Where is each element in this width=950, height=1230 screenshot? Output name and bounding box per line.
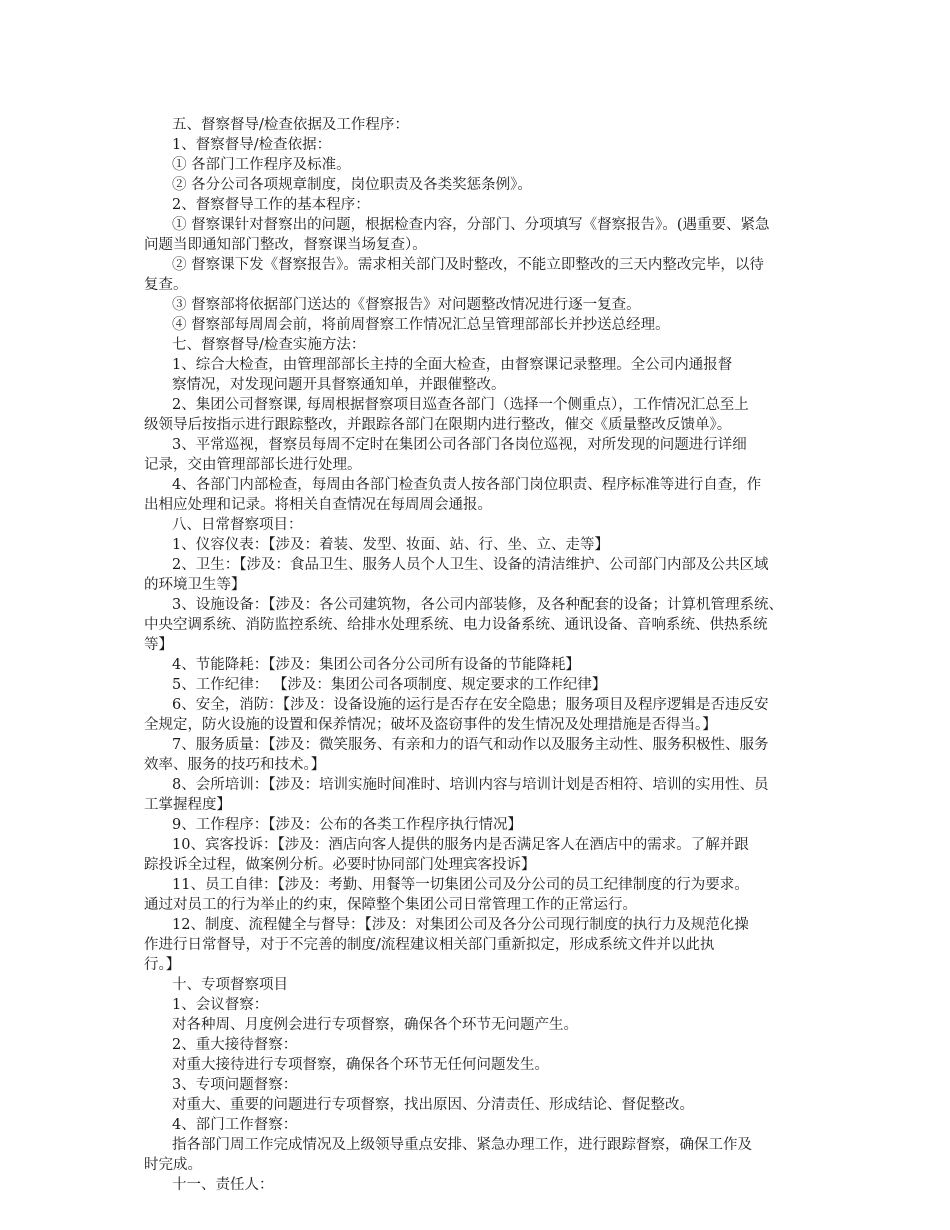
- heading-section-10: 十、专项督察项目: [172, 977, 288, 993]
- heading-section-11: 十一、责任人：: [172, 1177, 274, 1193]
- subheading-basis: 1、督察督导/检查依据：: [172, 137, 332, 153]
- paragraph-line: 行。】: [144, 957, 181, 973]
- paragraph-line: 9、工作程序：【涉及：公布的各类工作程序执行情况】: [172, 817, 522, 833]
- paragraph-line: 4、节能降耗：【涉及：集团公司各分公司所有设备的节能降耗】: [172, 657, 580, 673]
- paragraph-line: 复查。: [144, 277, 188, 293]
- subheading-reception: 2、重大接待督察：: [172, 1037, 298, 1053]
- paragraph-line: 6、安全，消防：【涉及：设备设施的运行是否存在安全隐患；服务项目及程序逻辑是否违反安: [172, 697, 769, 713]
- paragraph-line: ④ 督察部每周周会前，将前周督察工作情况汇总呈管理部部长并抄送总经理。: [172, 317, 670, 333]
- paragraph-line: 通过对员工的行为举止的约束，保障整个集团公司日常管理工作的正常运行。: [144, 897, 637, 913]
- paragraph-line: 对重大、重要的问题进行专项督察，找出原因、分清责任、形成结论、督促整改。: [172, 1097, 694, 1113]
- paragraph-line: 的环境卫生等】: [144, 577, 246, 593]
- paragraph-line: 1、综合大检查，由管理部部长主持的全面大检查，由督察课记录整理。全公司内通报督: [172, 357, 733, 373]
- subheading-department: 4、部门工作督察：: [172, 1117, 298, 1133]
- heading-section-5: 五、督察督导/检查依据及工作程序：: [172, 117, 409, 133]
- paragraph-line: 8、会所培训：【涉及：培训实施时间准时、培训内容与培训计划是否相符、培训的实用性、员: [172, 777, 769, 793]
- paragraph-line: 踪投诉全过程，做案例分析。必要时协同部门处理宾客投诉】: [144, 857, 536, 873]
- paragraph-line: 1、仪容仪表：【涉及：着装、发型、妆面、站、行、坐、立、走等】: [172, 537, 609, 553]
- paragraph-line: 3、设施设备：【涉及：各公司建筑物，各公司内部装修，及各种配套的设备；计算机管理系统、: [172, 597, 783, 613]
- paragraph-line: ① 各部门工作程序及标准。: [172, 157, 351, 173]
- paragraph-line: 记录，交由管理部部长进行处理。: [144, 457, 362, 473]
- paragraph-line: 等】: [144, 637, 173, 653]
- paragraph-line: 4、各部门内部检查，每周由各部门检查负责人按各部门岗位职责、程序标准等进行自查，作: [172, 477, 762, 493]
- paragraph-line: 问题当即通知部门整改，督察课当场复查）。: [144, 237, 427, 253]
- paragraph-line: 时完成。: [144, 1157, 202, 1173]
- subheading-procedure: 2、督察督导工作的基本程序：: [172, 197, 370, 213]
- paragraph-line: 对重大接待进行专项督察，确保各个环节无任何问题发生。: [172, 1057, 549, 1073]
- paragraph-line: 察情况，对发现问题开具督察通知单，并跟催整改。: [172, 377, 506, 393]
- paragraph-line: 作进行日常督导，对于不完善的制度/流程建议相关部门重新拟定，形成系统文件并以此执: [144, 937, 715, 953]
- paragraph-line: ② 督察课下发《督察报告》。需求相关部门及时整改，不能立即整改的三天内整改完毕，以待: [172, 257, 764, 273]
- paragraph-line: 工掌握程度】: [144, 797, 231, 813]
- paragraph-line: 级领导后按指示进行跟踪整改，并跟踪各部门在限期内进行整改，催交《质量整改反馈单》。: [144, 417, 732, 433]
- paragraph-line: 出相应处理和记录。将相关自查情况在每周周会通报。: [144, 497, 492, 513]
- paragraph-line: 2、集团公司督察课, 每周根据督察项目巡查各部门（选择一个侧重点），工作情况汇总至上: [172, 397, 749, 413]
- paragraph-line: ② 各分公司各项规章制度，岗位职责及各类奖惩条例》。: [172, 177, 532, 193]
- paragraph-line: ③ 督察部将依据部门送达的《督察报告》对问题整改情况进行逐一复查。: [172, 297, 641, 313]
- subheading-special-issue: 3、专项问题督察：: [172, 1077, 298, 1093]
- paragraph-line: 中央空调系统、消防监控系统、给排水处理系统、电力设备系统、通讯设备、音响系统、供热系统: [144, 617, 768, 633]
- paragraph-line: 7、服务质量：【涉及：微笑服务、有亲和力的语气和动作以及服务主动性、服务积极性、服务: [172, 737, 769, 753]
- paragraph-line: ① 督察课针对督察出的问题，根据检查内容，分部门、分项填写《督察报告》。(遇重要、紧急: [172, 217, 770, 233]
- paragraph-line: 全规定，防火设施的设置和保养情况；破坏及盗窃事件的发生情况及处理措施是否得当。】: [144, 717, 717, 733]
- paragraph-line: 对各种周、月度例会进行专项督察，确保各个环节无问题产生。: [172, 1017, 578, 1033]
- paragraph-line: 5、工作纪律： 【涉及：集团公司各项制度、规定要求的工作纪律】: [172, 677, 607, 693]
- paragraph-line: 12、制度、流程健全与督导：【涉及：对集团公司及各分公司现行制度的执行力及规范化操: [172, 917, 749, 933]
- paragraph-line: 2、卫生：【涉及：食品卫生、服务人员个人卫生、设备的清洁维护、公司部门内部及公共区域: [172, 557, 769, 573]
- heading-section-8: 八、日常督察项目：: [172, 517, 303, 533]
- paragraph-line: 11、员工自律：【涉及：考勤、用餐等一切集团公司及分公司的员工纪律制度的行为要求。: [172, 877, 749, 893]
- subheading-meeting: 1、会议督察：: [172, 997, 269, 1013]
- paragraph-line: 指各部门周工作完成情况及上级领导重点安排、紧急办理工作，进行跟踪督察，确保工作及: [172, 1137, 752, 1153]
- paragraph-line: 3、平常巡视，督察员每周不定时在集团公司各部门各岗位巡视，对所发现的问题进行详细: [172, 437, 747, 453]
- paragraph-line: 效率、服务的技巧和技术。】: [144, 757, 326, 773]
- paragraph-line: 10、宾客投诉：【涉及：酒店向客人提供的服务内是否满足客人在酒店中的需求。了解并跟: [172, 837, 749, 853]
- heading-section-7: 七、督察督导/检查实施方法：: [172, 337, 366, 353]
